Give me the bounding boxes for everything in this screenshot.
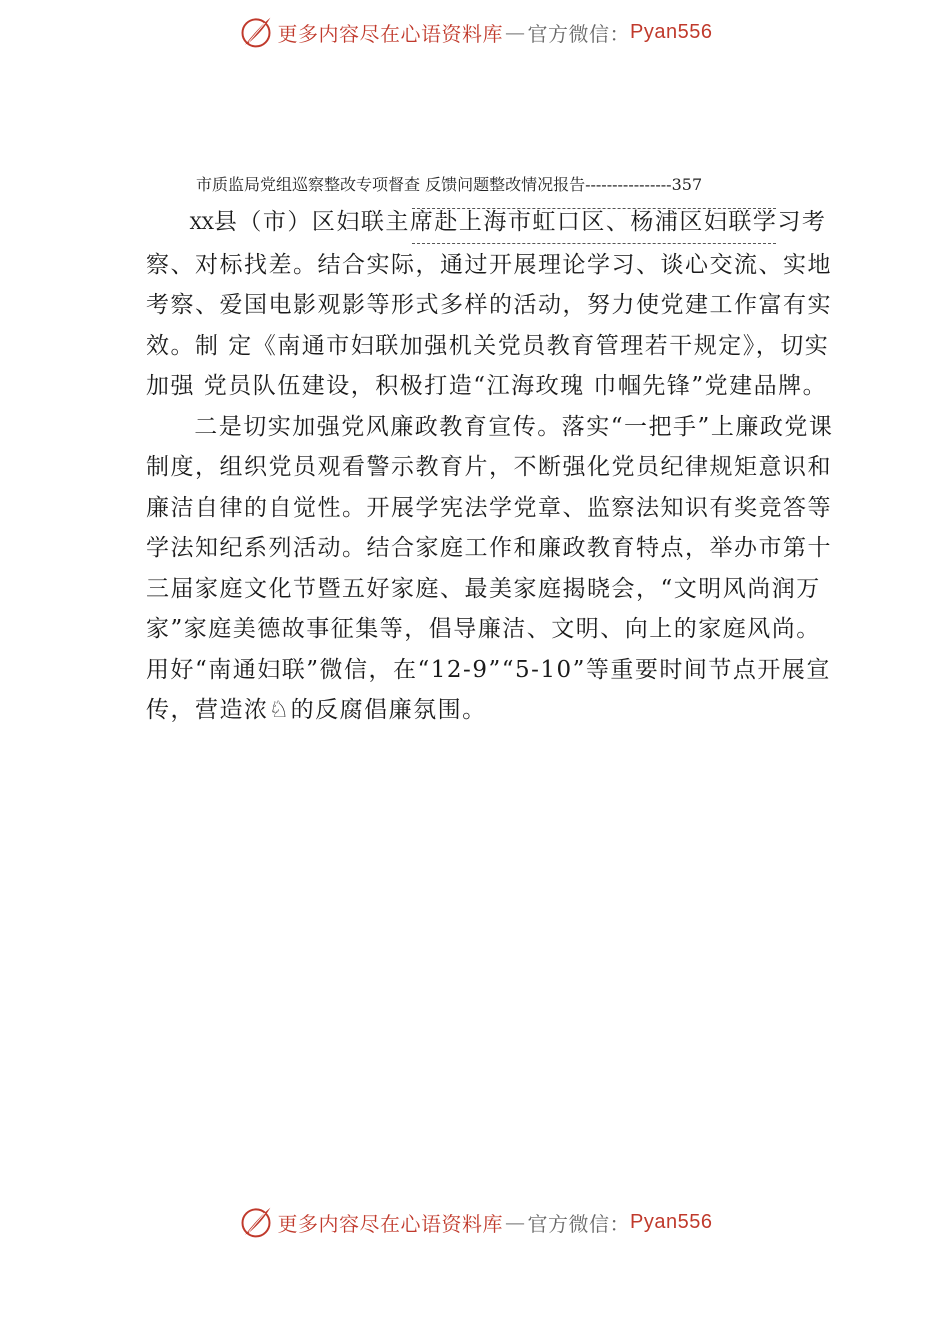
watermark-text: 更多内容尽在心语资料库 [277, 1211, 504, 1236]
feather-pen-logo-icon [238, 1204, 274, 1240]
watermark-label: 官方微信： [527, 1211, 631, 1236]
feather-pen-logo-icon [238, 14, 274, 50]
header-watermark [0, 14, 950, 50]
paragraph-1-text: 县（市）区妇联主席赴上海市虹口区、杨浦区妇联学习考察、对标找差。结合实际，通过开展理论学习、谈心交流、实地考察、爱国电影观影等形式多样的活动，努力使党建工作富有实效。制 定《南通市妇联加强机关党员教育管理若干规定》，切实加强 党员队伍建设，积极打造“江海玫瑰 巾帼先锋”党建品牌。 [146, 209, 832, 399]
watermark-label: 官方微信： [527, 21, 631, 46]
paragraph-2: 二是切实加强党风廉政教育宣传。落实“一把手”上廉政党课制度，组织党员观看警示教育片，不断强化党员纪律规矩意识和廉洁自律的自觉性。开展学宪法学党章、监察法知识有奖竞答等学法知纪系列活动。结合家庭工作和廉政教育特点，举办市第十三届家庭文化节暨五好家庭、最美家庭揭晓会，“文明风尚润万家”家庭美德故事征集等，倡导廉洁、文明、向上的家庭风尚。用好“南通妇联”微信，在“12-9”“5-10”等重要时间节点开展宣传，营造浓♘的反腐倡廉氛围。 [146, 413, 834, 723]
paragraph-1-lead: XX [189, 214, 214, 234]
document-body [146, 202, 836, 731]
watermark-separator: — [505, 1210, 526, 1234]
watermark-text: 更多内容尽在心语资料库 [277, 21, 504, 46]
watermark-separator: — [505, 20, 526, 44]
toc-entry: 市质监局党组巡察整改专项督查 反馈问题整改情况报告----------------357 [196, 175, 703, 194]
paragraph-1 [146, 202, 836, 407]
watermark-id: Pyan556 [630, 20, 713, 43]
footer-watermark [0, 1204, 950, 1240]
watermark-id: Pyan556 [630, 1210, 713, 1233]
